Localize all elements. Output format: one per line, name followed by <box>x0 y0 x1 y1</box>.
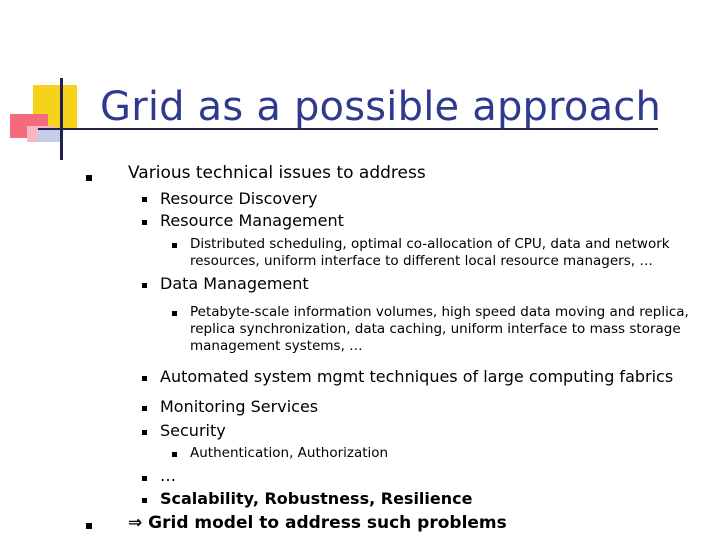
bullet-marker <box>86 175 92 181</box>
bullet-marker <box>142 406 147 411</box>
bullet-resource-discovery: Resource Discovery <box>160 189 318 208</box>
bullet-marker <box>172 311 177 316</box>
bullet-marker <box>142 476 147 481</box>
bullet-security: Security <box>160 421 226 440</box>
bullet-resource-management: Resource Management <box>160 211 344 230</box>
bullet-marker <box>172 452 177 457</box>
bullet-marker <box>142 430 147 435</box>
bullet-petabyte-scale: Petabyte-scale information volumes, high speed data moving and replica, replica synchronization, data caching, uniform interface to mass storage management systems, … <box>190 304 689 354</box>
bullet-grid-model: ⇒ Grid model to address such problems <box>128 513 507 533</box>
bullet-marker <box>142 220 147 225</box>
decor-blue-square <box>38 128 62 142</box>
bullet-automated-mgmt: Automated system mgmt techniques of large computing fabrics <box>160 367 674 386</box>
bullet-marker <box>142 376 147 381</box>
bullet-ellipsis: … <box>160 466 176 485</box>
bullet-marker <box>86 523 92 529</box>
bullet-data-management: Data Management <box>160 274 309 293</box>
bullet-marker <box>142 197 147 202</box>
bullet-monitoring-services: Monitoring Services <box>160 397 319 416</box>
decor-vertical-line <box>60 78 63 160</box>
bullet-authentication: Authentication, Authorization <box>190 445 389 461</box>
bullet-scalability: Scalability, Robustness, Resilience <box>160 489 473 508</box>
bullet-marker <box>142 498 147 503</box>
bullet-marker <box>172 243 177 248</box>
bullet-issues: Various technical issues to address <box>128 163 426 183</box>
bullet-distributed-scheduling: Distributed scheduling, optimal co-allocation of CPU, data and network resources, uniform interface to different local resource managers, … <box>190 236 670 269</box>
slide-title: Grid as a possible approach <box>100 84 662 130</box>
bullet-marker <box>142 283 147 288</box>
